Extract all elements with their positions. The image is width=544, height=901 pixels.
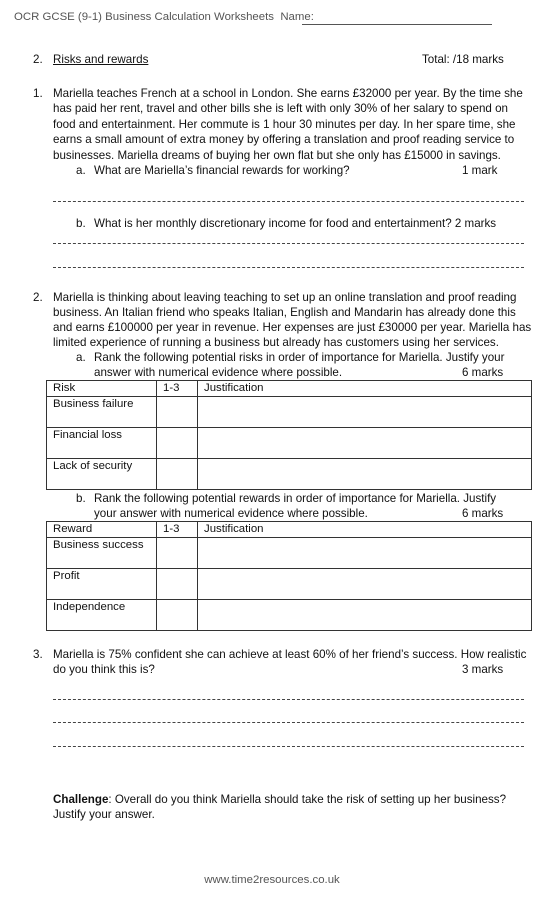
risk-label: Business failure: [47, 397, 157, 428]
q3-answer-line-3[interactable]: [53, 746, 524, 747]
justification-cell[interactable]: [198, 459, 532, 490]
justification-header: Justification: [198, 381, 532, 397]
challenge-label: Challenge: [53, 793, 109, 806]
q1-text-line-1: Mariella teaches French at a school in London. She earns £32000 per year. By the time she: [53, 87, 523, 100]
q2-text-line-4: limited experience of running a business but already has customers using her services.: [53, 336, 499, 349]
q3-answer-line-1[interactable]: [53, 699, 524, 700]
risk-table: [46, 380, 532, 490]
justification-cell[interactable]: [198, 397, 532, 428]
q2b-text-line-1: Rank the following potential rewards in order of importance for Mariella. Justify: [94, 492, 497, 505]
challenge-line-2: Justify your answer.: [53, 808, 155, 821]
rank-header: 1-3: [157, 381, 198, 397]
q1-text-line-3: food and entertainment. Her commute is 1 hour 30 minutes per day. In her spare time, she: [53, 118, 516, 131]
reward-table: [46, 521, 532, 631]
name-label: Name:: [280, 11, 314, 23]
q1b-text: What is her monthly discretionary income for food and entertainment? 2 marks: [94, 217, 497, 230]
reward-table-header: [47, 522, 532, 538]
q1a-label: a.: [76, 164, 86, 177]
name-answer-line[interactable]: [302, 24, 492, 25]
q2a-text-line-2: answer with numerical evidence where possible.: [94, 366, 343, 379]
q1-text-line-4: earns a small amount of extra money by offering a translation and proof reading service to: [53, 133, 515, 146]
q1-text-line-2: has paid her rent, travel and other bills she is left with only 30% of her salary to spend on: [53, 102, 508, 115]
q1-number: 1.: [33, 87, 43, 100]
reward-header: Reward: [47, 522, 157, 538]
q3-marks: 3 marks: [462, 663, 504, 676]
justification-cell[interactable]: [198, 569, 532, 600]
table-row: [47, 428, 532, 459]
q2-number: 2.: [33, 291, 43, 304]
worksheet-header: [14, 11, 314, 23]
risk-table-header: [47, 381, 532, 397]
rank-cell[interactable]: [157, 397, 198, 428]
q2b-marks: 6 marks: [462, 507, 504, 520]
q1a-marks: 1 mark: [462, 164, 498, 177]
q2b-text-line-2: your answer with numerical evidence where possible.: [94, 507, 368, 520]
q1b-label: b.: [76, 217, 86, 230]
justification-cell[interactable]: [198, 538, 532, 569]
q1a-text: What are Mariella’s financial rewards for working?: [94, 164, 350, 177]
rank-cell[interactable]: [157, 600, 198, 631]
q3-answer-line-2[interactable]: [53, 722, 524, 723]
q3-text-line-2: do you think this is?: [53, 663, 155, 676]
rank-header: 1-3: [157, 522, 198, 538]
table-row: [47, 600, 532, 631]
q2a-text-line-1: Rank the following potential risks in order of importance for Mariella. Justify your: [94, 351, 505, 364]
challenge-line-1: [53, 792, 506, 808]
q1b-answer-line-1[interactable]: [53, 243, 524, 244]
table-row: [47, 569, 532, 600]
challenge-text: : Overall do you think Mariella should take the risk of setting up her business?: [108, 793, 507, 806]
reward-label: Business success: [47, 538, 157, 569]
footer-url: www.time2resources.co.uk: [204, 874, 340, 886]
rank-cell[interactable]: [157, 569, 198, 600]
q2-text-line-1: Mariella is thinking about leaving teaching to set up an online translation and proof reading: [53, 291, 517, 304]
section-title: Risks and rewards: [53, 53, 149, 66]
q2a-marks: 6 marks: [462, 366, 504, 379]
rank-cell[interactable]: [157, 428, 198, 459]
justification-cell[interactable]: [198, 428, 532, 459]
q1a-answer-line[interactable]: [53, 201, 524, 202]
q2b-label: b.: [76, 492, 86, 505]
risk-header: Risk: [47, 381, 157, 397]
rank-cell[interactable]: [157, 459, 198, 490]
q1-text-line-5: businesses. Mariella dreams of buying her own flat but she only has £15000 in savings.: [53, 149, 501, 162]
q2-text-line-3: and earns £100000 per year in revenue. Her expenses are just £30000 per year. Mariella has: [53, 321, 532, 334]
header-title: OCR GCSE (9-1) Business Calculation Worksheets: [14, 11, 274, 23]
risk-label: Financial loss: [47, 428, 157, 459]
justification-header: Justification: [198, 522, 532, 538]
rank-cell[interactable]: [157, 538, 198, 569]
q3-number: 3.: [33, 648, 43, 661]
table-row: [47, 397, 532, 428]
q2-text-line-2: business. An Italian friend who speaks Italian, English and Mandarin has already done this: [53, 306, 516, 319]
q1b-answer-line-2[interactable]: [53, 267, 524, 268]
reward-label: Profit: [47, 569, 157, 600]
q2a-label: a.: [76, 351, 86, 364]
section-number: 2.: [33, 53, 43, 66]
risk-label: Lack of security: [47, 459, 157, 490]
table-row: [47, 538, 532, 569]
justification-cell[interactable]: [198, 600, 532, 631]
table-row: [47, 459, 532, 490]
reward-label: Independence: [47, 600, 157, 631]
q3-text-line-1: Mariella is 75% confident she can achieve at least 60% of her friend’s success. How realistic: [53, 648, 527, 661]
section-total: Total: /18 marks: [422, 53, 504, 66]
